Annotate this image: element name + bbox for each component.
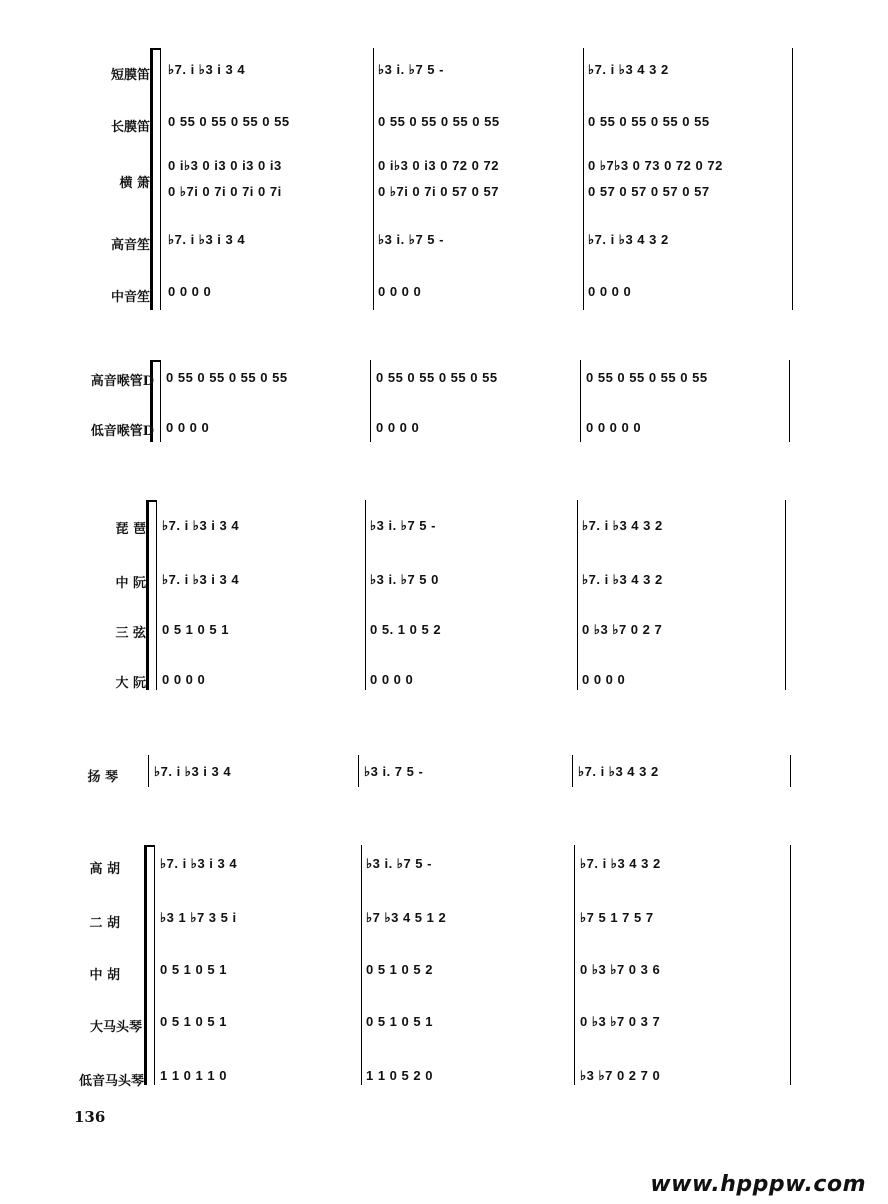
measure: 0 0 0 0 <box>588 284 632 299</box>
instrument-label: 横 箫 <box>119 176 150 191</box>
instrument-label: 中音笙 <box>110 290 150 305</box>
barline <box>790 845 791 1085</box>
measure: ♭3 ♭7 0 2 7 0 <box>580 1068 661 1083</box>
bracket-bowed <box>144 845 147 1085</box>
barline <box>365 500 366 690</box>
measure: 0 0 0 0 <box>582 672 626 687</box>
measure: ♭7. i ♭3 4 3 2 <box>578 764 659 779</box>
instrument-label: 扬 琴 <box>87 770 118 785</box>
barline <box>792 48 793 310</box>
measure: ♭3 i. ♭7 5 - <box>378 62 444 77</box>
barline <box>373 48 374 310</box>
measure: ♭7. i ♭3 i 3 4 <box>168 232 246 247</box>
measure: 0 55 0 55 0 55 0 55 <box>168 114 290 129</box>
measure: 0 ♭7i 0 7i 0 7i 0 7i <box>168 184 282 199</box>
bracket-houguan-top <box>150 360 160 362</box>
measure: ♭7. i ♭3 4 3 2 <box>588 62 669 77</box>
measure: ♭7. i ♭3 4 3 2 <box>582 518 663 533</box>
barline <box>577 500 578 690</box>
measure: ♭7. i ♭3 4 3 2 <box>582 572 663 587</box>
instrument-label: 高音笙 <box>110 238 150 253</box>
instrument-label: 高 胡 <box>89 862 120 877</box>
page-number: 136 <box>74 1108 106 1126</box>
measure: 0 55 0 55 0 55 0 55 <box>378 114 500 129</box>
measure: 0 i♭3 0 i3 0 72 0 72 <box>378 158 499 173</box>
instrument-label: 琵 琶 <box>115 522 146 537</box>
measure: 0 0 0 0 <box>370 672 414 687</box>
instrument-label: 三 弦 <box>115 626 146 641</box>
instrument-label: 中 阮 <box>115 576 146 591</box>
measure: ♭7. i ♭3 i 3 4 <box>160 856 238 871</box>
measure: 1 1 0 1 1 0 <box>160 1068 227 1083</box>
measure: 0 0 0 0 <box>376 420 420 435</box>
instrument-label: 低音马头琴 <box>78 1074 144 1089</box>
instrument-label: 长膜笛 <box>110 120 150 135</box>
measure: 0 ♭3 ♭7 0 3 6 <box>580 962 661 977</box>
measure: ♭3 i. ♭7 5 - <box>378 232 444 247</box>
barline <box>789 360 790 442</box>
instrument-label: 高音喉管D <box>90 374 154 389</box>
instrument-label: 中 胡 <box>89 968 120 983</box>
barline <box>572 755 573 787</box>
measure: 0 5 1 0 5 1 <box>160 962 227 977</box>
measure: 0 ♭7i 0 7i 0 57 0 57 <box>378 184 499 199</box>
bracket-winds-top <box>150 48 160 50</box>
barline <box>154 845 155 1085</box>
measure: ♭7. i ♭3 i 3 4 <box>154 764 232 779</box>
measure: 0 55 0 55 0 55 0 55 <box>376 370 498 385</box>
instrument-label: 二 胡 <box>89 916 120 931</box>
measure: ♭7 ♭3 4 5 1 2 <box>366 910 447 925</box>
measure: 0 5 1 0 5 1 <box>162 622 229 637</box>
barline <box>580 360 581 442</box>
measure: 0 0 0 0 <box>168 284 212 299</box>
barline <box>156 500 157 690</box>
measure: ♭3 i. ♭7 5 - <box>366 856 432 871</box>
measure: ♭7. i ♭3 4 3 2 <box>588 232 669 247</box>
measure: 0 0 0 0 0 <box>586 420 642 435</box>
bracket-plucked <box>146 500 149 690</box>
measure: ♭3 i. 7 5 - <box>364 764 424 779</box>
measure: ♭7. i ♭3 i 3 4 <box>162 572 240 587</box>
measure: 0 0 0 0 <box>166 420 210 435</box>
bracket-winds <box>150 48 153 310</box>
instrument-label: 大 阮 <box>115 676 146 691</box>
measure: 0 i♭3 0 i3 0 i3 0 i3 <box>168 158 282 173</box>
measure: ♭7. i ♭3 i 3 4 <box>162 518 240 533</box>
measure: 0 55 0 55 0 55 0 55 <box>588 114 710 129</box>
measure: 0 ♭7♭3 0 73 0 72 0 72 <box>588 158 723 173</box>
instrument-label: 大马头琴 <box>89 1020 142 1035</box>
measure: 0 ♭3 ♭7 0 2 7 <box>582 622 663 637</box>
website-watermark: www.hpppw.com <box>650 1172 866 1197</box>
measure: 0 55 0 55 0 55 0 55 <box>166 370 288 385</box>
measure: 0 0 0 0 <box>162 672 206 687</box>
barline <box>148 755 149 787</box>
barline <box>790 755 791 787</box>
barline <box>583 48 584 310</box>
measure: 1 1 0 5 2 0 <box>366 1068 433 1083</box>
measure: 0 5. 1 0 5 2 <box>370 622 442 637</box>
measure: ♭7. i ♭3 i 3 4 <box>168 62 246 77</box>
measure: 0 5 1 0 5 2 <box>366 962 433 977</box>
measure: 0 5 1 0 5 1 <box>366 1014 433 1029</box>
measure: ♭3 1 ♭7 3 5 i <box>160 910 237 925</box>
barline <box>574 845 575 1085</box>
measure: ♭3 i. ♭7 5 - <box>370 518 436 533</box>
measure: 0 0 0 0 <box>378 284 422 299</box>
measure: 0 ♭3 ♭7 0 3 7 <box>580 1014 661 1029</box>
barline <box>785 500 786 690</box>
measure: ♭7 5 1 7 5 7 <box>580 910 654 925</box>
instrument-label: 低音喉管D <box>90 424 154 439</box>
barline <box>358 755 359 787</box>
measure: ♭7. i ♭3 4 3 2 <box>580 856 661 871</box>
barline <box>361 845 362 1085</box>
bracket-plucked-top <box>146 500 156 502</box>
measure: ♭3 i. ♭7 5 0 <box>370 572 439 587</box>
measure: 0 57 0 57 0 57 0 57 <box>588 184 710 199</box>
bracket-bowed-top <box>144 845 154 847</box>
instrument-label: 短膜笛 <box>110 68 150 83</box>
barline <box>160 360 161 442</box>
measure: 0 55 0 55 0 55 0 55 <box>586 370 708 385</box>
measure: 0 5 1 0 5 1 <box>160 1014 227 1029</box>
barline <box>370 360 371 442</box>
barline <box>160 48 161 310</box>
